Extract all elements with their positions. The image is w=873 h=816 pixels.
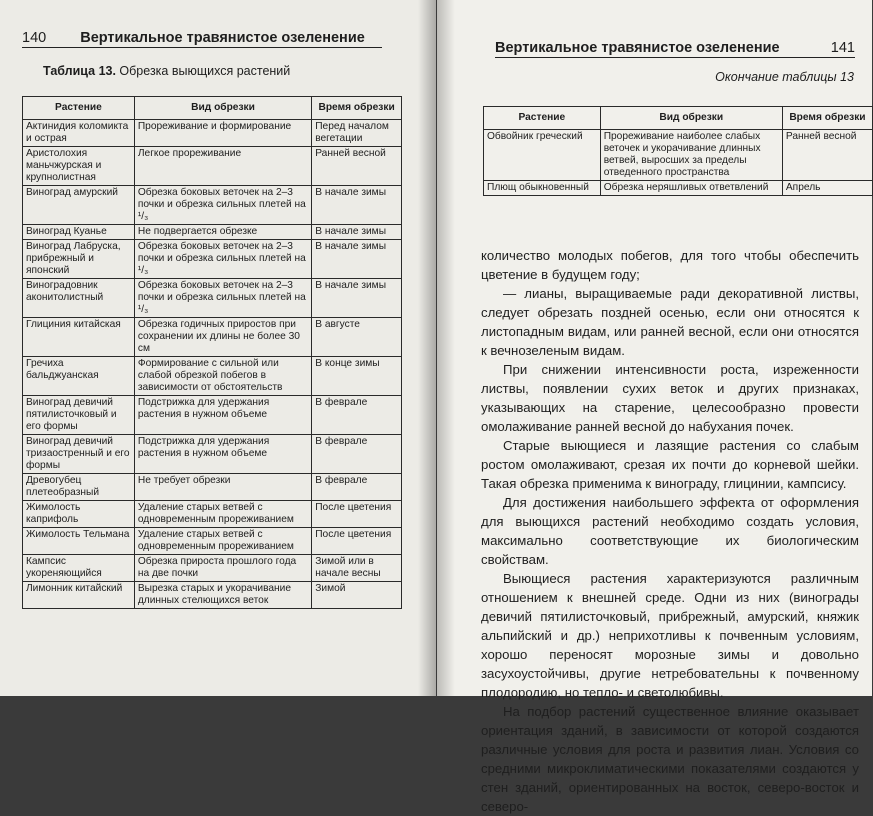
plant-cell: Виноградовник аконитолистный <box>23 279 135 318</box>
body-paragraph: Для достижения наибольшего эффекта от оформления для выющихся растений необходимо создать условия, максимально соответствующие их биологическим свойствам. <box>481 495 859 567</box>
pruning-time-cell: В начале зимы <box>312 225 402 240</box>
pruning-table <box>22 96 402 609</box>
table-header-row <box>484 107 873 130</box>
left-page-number: 140 <box>22 30 47 46</box>
pruning-type-cell: Обрезка боковых веточек на 2–3 почки и обрезка сильных плетей на ¹/₃ <box>134 186 311 225</box>
table-row <box>23 147 402 186</box>
table-caption-label: Таблица 13. <box>43 64 116 78</box>
table-row <box>484 130 873 181</box>
pruning-time-cell: В феврале <box>312 396 402 435</box>
pruning-type-cell: Не подвергается обрезке <box>134 225 311 240</box>
left-page <box>0 0 436 696</box>
pruning-type-cell: Прореживание и формирование <box>134 120 311 147</box>
column-header: Вид обрезки <box>134 97 311 120</box>
table-body <box>23 120 402 609</box>
right-page-number: 141 <box>830 40 855 56</box>
plant-cell: Кампсис укореняющийся <box>23 555 135 582</box>
pruning-time-cell: В конце зимы <box>312 357 402 396</box>
body-paragraph: — лианы, выращиваемые ради декоративной листвы, следует обрезать поздней осенью, если они относятся к листопадным видам, или ранней весной, если они относятся к вечнозеленым видам. <box>481 286 859 358</box>
table-body <box>484 130 873 196</box>
column-header: Время обрезки <box>782 107 872 130</box>
table-header-row <box>23 97 402 120</box>
body-paragraph: На подбор растений существенное влияние оказывает ориентация зданий, в зависимости от которой создаются различные условия для роста и развития лиан. Условия со средними микроклиматическими показателями создаются у стен зданий, ориентированных на восток, северо-восток и северо- <box>481 704 859 814</box>
table-row <box>23 186 402 225</box>
plant-cell: Виноград амурский <box>23 186 135 225</box>
table-row <box>23 396 402 435</box>
left-running-header <box>22 30 382 48</box>
table-row <box>23 120 402 147</box>
plant-cell: Лимонник китайский <box>23 582 135 609</box>
pruning-type-cell: Вырезка старых и укорачивание длинных стелющихся веток <box>134 582 311 609</box>
pruning-time-cell: В начале зимы <box>312 279 402 318</box>
pruning-time-cell: В феврале <box>312 435 402 474</box>
pruning-type-cell: Обрезка прироста прошлого года на две почки <box>134 555 311 582</box>
right-header-title: Вертикальное травянистое озеленение <box>495 40 780 56</box>
table-row <box>23 318 402 357</box>
body-paragraph: При снижении интенсивности роста, изреженности листвы, появлении сухих веток и других признаках, указывающих на старение, целесообразно провести омолаживание ранней весной до набухания почек. <box>481 362 859 434</box>
plant-cell: Жимолость Тельмана <box>23 528 135 555</box>
plant-cell: Аристолохия маньчжурская и крупнолистная <box>23 147 135 186</box>
pruning-time-cell: В феврале <box>312 474 402 501</box>
pruning-type-cell: Формирование с сильной или слабой обрезкой побегов в зависимости от обстоятельств <box>134 357 311 396</box>
pruning-type-cell: Удаление старых ветвей с одновременным прореживанием <box>134 528 311 555</box>
table-row <box>23 474 402 501</box>
plant-cell: Виноград девичий тризаостренный и его формы <box>23 435 135 474</box>
pruning-type-cell: Прореживание наиболее слабых веточек и укорачивание длинных ветвей, выросших за пределы отведенного пространства <box>600 130 782 181</box>
body-paragraph: количество молодых побегов, для того чтобы обеспечить цветение в будущем году; <box>481 248 859 282</box>
plant-cell: Древогубец плетеобразный <box>23 474 135 501</box>
pruning-type-cell: Подстрижка для удержания растения в нужном объеме <box>134 396 311 435</box>
plant-cell: Виноград Лабруска, прибрежный и японский <box>23 240 135 279</box>
table-row <box>23 555 402 582</box>
pruning-time-cell: Зимой или в начале весны <box>312 555 402 582</box>
pruning-type-cell: Обрезка неряшливых ответвлений <box>600 181 782 196</box>
table-row <box>23 240 402 279</box>
plant-cell: Виноград Куанье <box>23 225 135 240</box>
plant-cell: Гречиха бальджуанская <box>23 357 135 396</box>
plant-cell: Глициния китайская <box>23 318 135 357</box>
table-row <box>23 357 402 396</box>
right-running-header <box>495 40 855 58</box>
pruning-type-cell: Обрезка годичных приростов при сохранении их длины не более 30 см <box>134 318 311 357</box>
left-header-title: Вертикальное травянистое озеленение <box>80 30 365 46</box>
pruning-time-cell: Ранней весной <box>312 147 402 186</box>
column-header: Растение <box>484 107 601 130</box>
column-header: Время обрезки <box>312 97 402 120</box>
pruning-type-cell: Удаление старых ветвей с одновременным прореживанием <box>134 501 311 528</box>
body-paragraph: Выющиеся растения характеризуются различным отношением к внешней среде. Одни из них (винограды девичий пятилисточковый, прибрежный, амурский, княжик альпийский и др.) неприхотливы к почвенным условиям, хорошо переносят морозные зимы и довольно засухоустойчивы, другие нетребовательны к почвенному плодородию, но тепло- и светолюбивы. <box>481 571 859 700</box>
column-header: Растение <box>23 97 135 120</box>
table-row <box>23 225 402 240</box>
table-caption-text: Обрезка выющихся растений <box>115 64 291 78</box>
pruning-table-continued <box>483 106 873 196</box>
pruning-time-cell: В начале зимы <box>312 240 402 279</box>
plant-cell: Плющ обыкновенный <box>484 181 601 196</box>
table-row <box>23 501 402 528</box>
pruning-time-cell: В августе <box>312 318 402 357</box>
plant-cell: Жимолость каприфоль <box>23 501 135 528</box>
plant-cell: Обвойник греческий <box>484 130 601 181</box>
pruning-time-cell: Зимой <box>312 582 402 609</box>
pruning-time-cell: Ранней весной <box>782 130 872 181</box>
pruning-time-cell: После цветения <box>312 501 402 528</box>
body-paragraph: Старые выющиеся и лазящие растения со слабым ростом омолаживают, срезая их почти до корневой шейки. Такая обрезка применима к винограду, глицинии, кампсису. <box>481 438 859 491</box>
table-row <box>23 279 402 318</box>
table-caption <box>43 64 290 78</box>
right-page <box>437 0 872 814</box>
pruning-type-cell: Не требует обрезки <box>134 474 311 501</box>
table-row <box>23 582 402 609</box>
pruning-time-cell: В начале зимы <box>312 186 402 225</box>
pruning-type-cell: Обрезка боковых веточек на 2–3 почки и обрезка сильных плетей на ¹/₃ <box>134 279 311 318</box>
table-row <box>484 181 873 196</box>
table-continuation-label: Окончание таблицы 13 <box>715 70 854 84</box>
pruning-time-cell: После цветения <box>312 528 402 555</box>
pruning-type-cell: Подстрижка для удержания растения в нужном объеме <box>134 435 311 474</box>
plant-cell: Актинидия коломикта и острая <box>23 120 135 147</box>
column-header: Вид обрезки <box>600 107 782 130</box>
pruning-type-cell: Обрезка боковых веточек на 2–3 почки и обрезка сильных плетей на ¹/₃ <box>134 240 311 279</box>
right-gutter-shadow <box>437 0 455 696</box>
body-text <box>481 246 859 816</box>
pruning-type-cell: Легкое прореживание <box>134 147 311 186</box>
pruning-time-cell: Перед началом вегетации <box>312 120 402 147</box>
pruning-time-cell: Апрель <box>782 181 872 196</box>
table-row <box>23 435 402 474</box>
table-row <box>23 528 402 555</box>
plant-cell: Виноград девичий пятилисточковый и его формы <box>23 396 135 435</box>
left-gutter-shadow <box>418 0 436 696</box>
